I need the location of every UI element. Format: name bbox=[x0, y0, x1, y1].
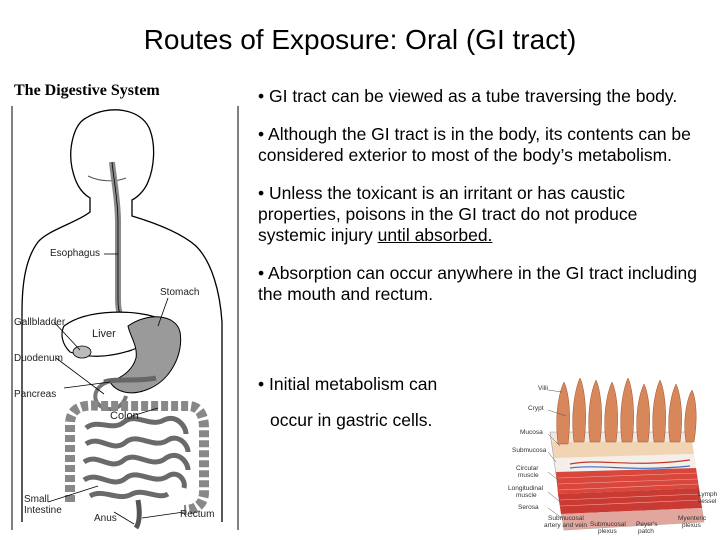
bullet-item-continuation: occur in gastric cells. bbox=[270, 410, 433, 430]
bullet-item: • Absorption can occur anywhere in the GI tract including the mouth and rectum. bbox=[258, 263, 698, 304]
label-lymph-vessel-2: vessel bbox=[698, 498, 717, 505]
slide-title: Routes of Exposure: Oral (GI tract) bbox=[143, 24, 577, 55]
label-stomach: Stomach bbox=[160, 287, 200, 298]
label-circular-muscle-1: Circular bbox=[516, 465, 539, 472]
label-serosa: Serosa bbox=[518, 504, 539, 511]
body-illustration bbox=[8, 82, 240, 532]
label-longitudinal-2: muscle bbox=[516, 492, 537, 499]
label-gallbladder: Gallbladder bbox=[14, 317, 66, 328]
label-mucosa: Mucosa bbox=[520, 429, 543, 436]
label-submucosal-artery-1: Submucosal bbox=[548, 515, 584, 522]
label-submucosa: Submucosa bbox=[512, 447, 547, 454]
label-myenteric-plexus-1: Myenteric bbox=[678, 515, 707, 522]
label-small-intestine-1: Small bbox=[24, 494, 50, 505]
digestive-system-diagram bbox=[8, 82, 240, 532]
label-crypt: Crypt bbox=[528, 405, 544, 412]
bullet-item: • GI tract can be viewed as a tube traversing the body. bbox=[258, 86, 678, 106]
bullet-text: • Unless the toxicant is an irritant or has caustic properties, poisons in the GI tract do not produce systemic injury bbox=[258, 183, 638, 245]
bullet-item: • Initial metabolism can bbox=[258, 374, 438, 394]
label-peyers-patch-2: patch bbox=[638, 528, 654, 535]
label-anus: Anus bbox=[94, 513, 117, 524]
bullet-item: • Although the GI tract is in the body, its contents can be considered exterior to most of the body’s metabolism. bbox=[258, 124, 691, 165]
label-circular-muscle-2: muscle bbox=[518, 472, 539, 479]
label-small-intestine-2: Intestine bbox=[24, 505, 62, 516]
label-villi: Villi bbox=[538, 385, 548, 392]
diagram-title: The Digestive System bbox=[14, 82, 160, 99]
label-submucosal-artery-2: artery and vein bbox=[544, 522, 587, 529]
label-colon: Colon bbox=[110, 410, 139, 422]
label-esophagus: Esophagus bbox=[50, 248, 101, 259]
label-liver: Liver bbox=[92, 328, 116, 340]
label-submucosal-plexus-1: Submucosal bbox=[590, 521, 626, 528]
label-submucosal-plexus-2: plexus bbox=[598, 528, 617, 535]
label-peyers-patch-1: Peyer's bbox=[636, 521, 658, 528]
intestinal-wall-drawing bbox=[490, 372, 718, 538]
label-duodenum: Duodenum bbox=[14, 353, 63, 364]
label-lymph-vessel-1: Lymph bbox=[698, 491, 718, 498]
intestinal-wall-illustration bbox=[490, 372, 718, 538]
bullet-item bbox=[258, 183, 708, 246]
label-rectum: Rectum bbox=[180, 509, 215, 520]
label-pancreas: Pancreas bbox=[14, 389, 57, 400]
label-longitudinal-1: Longitudinal bbox=[508, 485, 544, 492]
bullet-list bbox=[258, 86, 708, 322]
label-myenteric-plexus-2: plexus bbox=[682, 522, 701, 529]
underlined-text: until absorbed. bbox=[377, 225, 493, 245]
